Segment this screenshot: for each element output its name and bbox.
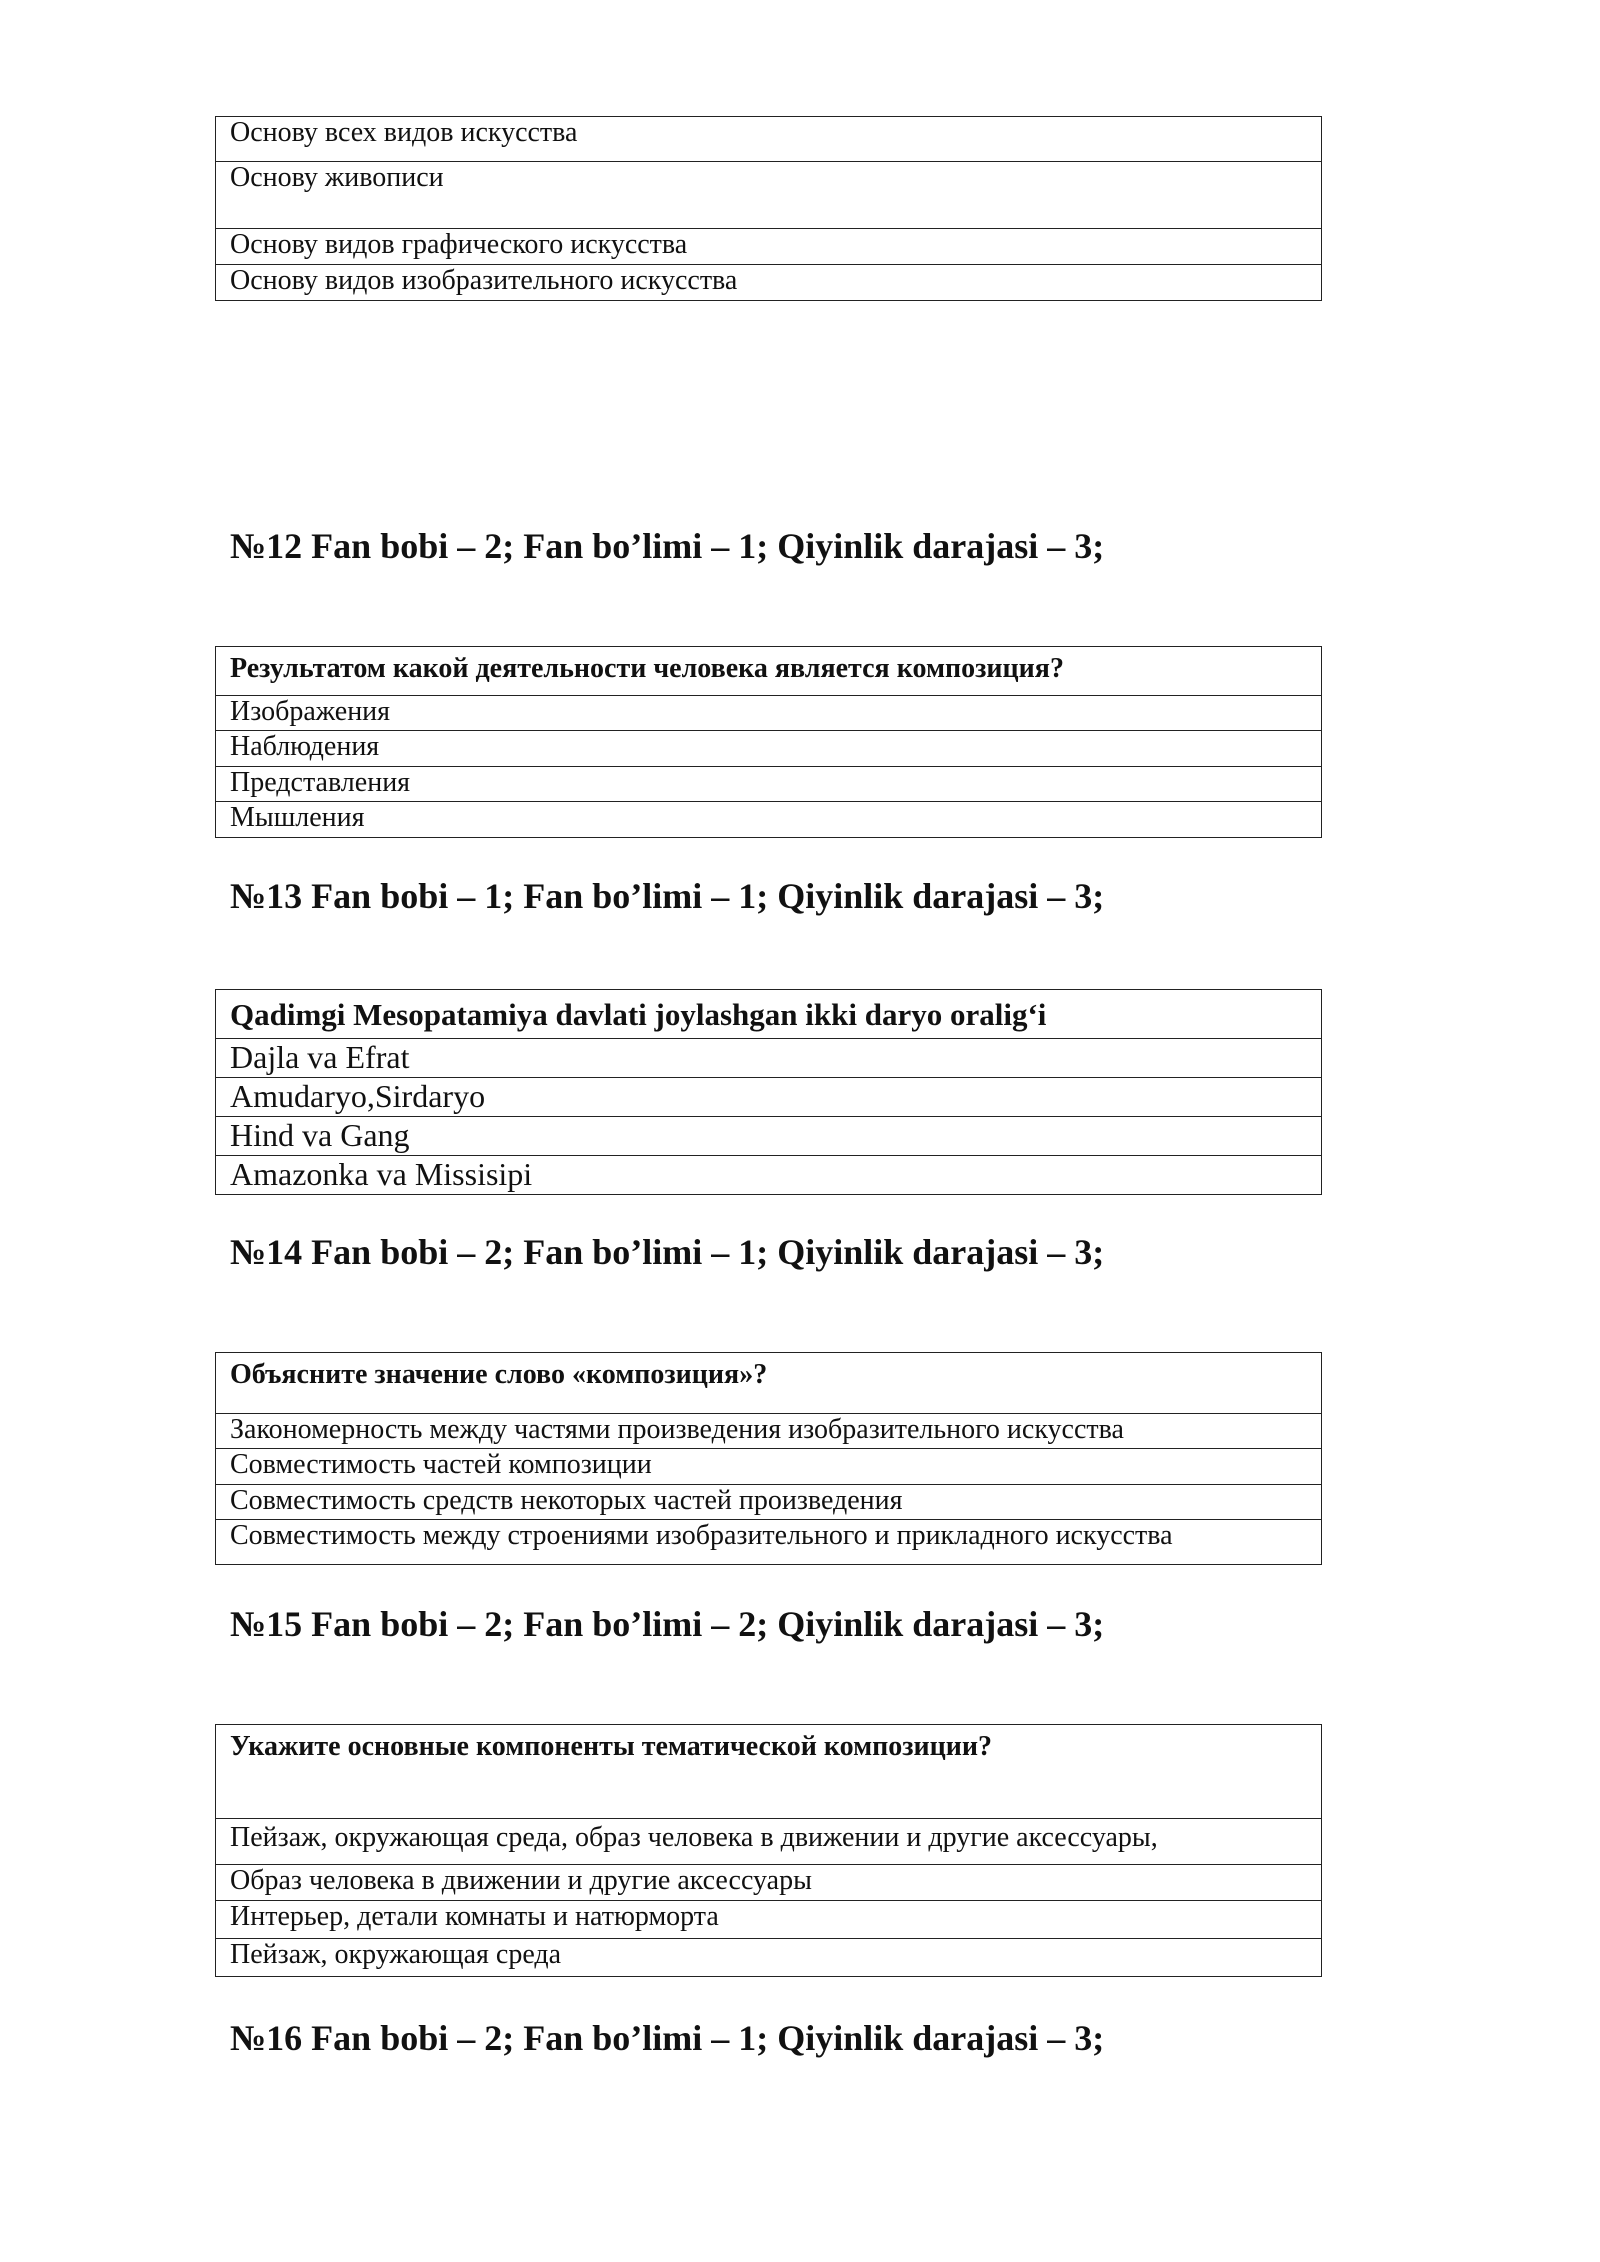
answer-option: Совместимость между строениями изобразительного и прикладного искусства [216,1520,1322,1565]
answer-row [216,229,1322,265]
answer-row [216,1414,1322,1449]
question-text: Qadimgi Mesopatamiya davlati joylashgan ikki daryo oralig‘i [216,990,1322,1039]
answer-option: Основу всех видов искусства [216,117,1322,162]
question-heading-13: №13 Fan bobi – 1; Fan bo’limi – 1; Qiyinlik darajasi – 3; [230,876,1105,916]
answer-option: Представления [216,767,1322,802]
answer-row [216,265,1322,301]
answer-row [216,1520,1322,1565]
answer-option: Основу видов графического искусства [216,229,1322,265]
answer-option: Amazonka va Missisipi [216,1156,1322,1195]
question-row [216,990,1322,1039]
answer-row [216,802,1322,838]
answer-option: Основу живописи [216,162,1322,229]
question-row [216,1725,1322,1819]
answer-option: Совместимость средств некоторых частей произведения [216,1485,1322,1520]
question-heading-15: №15 Fan bobi – 2; Fan bo’limi – 2; Qiyinlik darajasi – 3; [230,1604,1105,1644]
question-heading-12: №12 Fan bobi – 2; Fan bo’limi – 1; Qiyinlik darajasi – 3; [230,526,1105,566]
answer-option: Наблюдения [216,731,1322,767]
answer-option: Пейзаж, окружающая среда [216,1939,1322,1977]
question-heading-16: №16 Fan bobi – 2; Fan bo’limi – 1; Qiyinlik darajasi – 3; [230,2018,1105,2058]
question-row [216,1353,1322,1414]
answer-row [216,1485,1322,1520]
question-row [216,647,1322,696]
answer-row [216,117,1322,162]
answer-option: Пейзаж, окружающая среда, образ человека в движении и другие аксессуары, [216,1819,1322,1865]
answer-row [216,162,1322,229]
answer-option: Мышления [216,802,1322,838]
answer-row [216,1117,1322,1156]
answer-row [216,1819,1322,1865]
question-table-15 [215,1724,1322,1977]
answer-row [216,1449,1322,1485]
question-text: Объясните значение слово «композиция»? [216,1353,1322,1414]
answer-table-q11 [215,116,1322,301]
answer-option: Закономерность между частями произведения изобразительного искусства [216,1414,1322,1449]
question-table-14 [215,1352,1322,1565]
answer-option: Совместимость частей композиции [216,1449,1322,1485]
answer-row [216,1078,1322,1117]
answer-row [216,1939,1322,1977]
answer-option: Основу видов изобразительного искусства [216,265,1322,301]
question-table-12 [215,646,1322,838]
question-heading-14: №14 Fan bobi – 2; Fan bo’limi – 1; Qiyinlik darajasi – 3; [230,1232,1105,1272]
answer-option: Amudaryo,Sirdaryo [216,1078,1322,1117]
question-text: Результатом какой деятельности человека является композиция? [216,647,1322,696]
answer-row [216,1865,1322,1901]
answer-option: Интерьер, детали комнаты и натюрморта [216,1901,1322,1939]
question-text: Укажите основные компоненты тематической композиции? [216,1725,1322,1819]
answer-row [216,1039,1322,1078]
question-table-13 [215,989,1322,1195]
answer-row [216,1901,1322,1939]
answer-row [216,731,1322,767]
answer-option: Dajla va Efrat [216,1039,1322,1078]
answer-row [216,696,1322,731]
answer-option: Hind va Gang [216,1117,1322,1156]
answer-option: Изображения [216,696,1322,731]
answer-option: Образ человека в движении и другие аксессуары [216,1865,1322,1901]
answer-row [216,1156,1322,1195]
answer-row [216,767,1322,802]
